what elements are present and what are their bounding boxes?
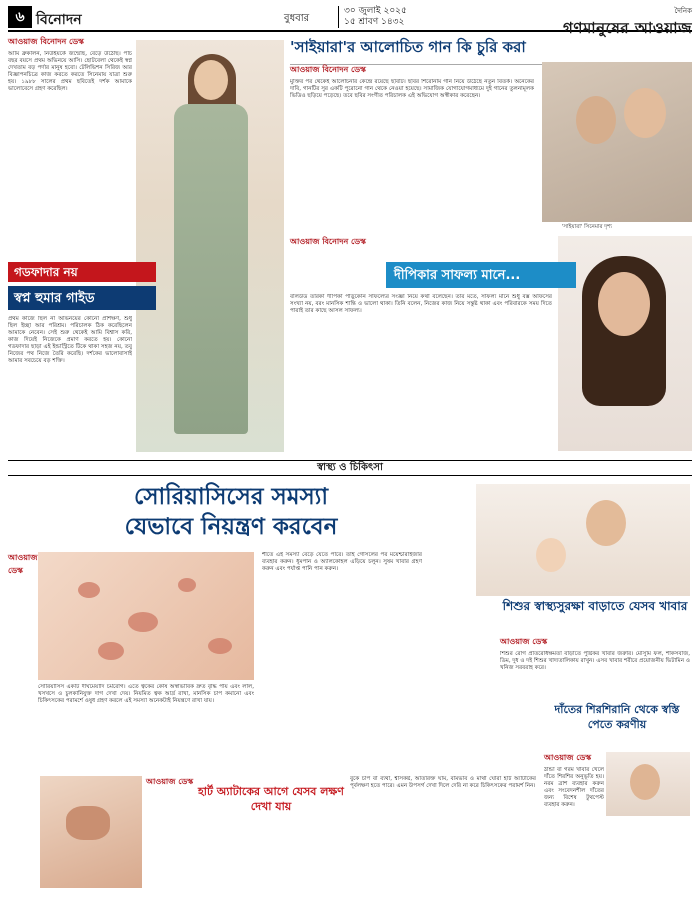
teeth-body: ঠান্ডা বা গরম খাবার খেলে দাঁতে শিরশির অনুভূতি হয়। নরম ব্রাশ ব্যবহার করুন এবং সংবেদনশীল দাঁতের জন্য বিশেষ টুথপেস্ট ব্যবহার করুন।	[544, 767, 604, 808]
kids-food-headline: শিশুর স্বাস্থ্যসুরক্ষা বাড়াতে যেসব খাবার	[502, 599, 688, 613]
actress-photo	[136, 40, 284, 452]
deepika-body: বলিউড তারকা দীপিকা পাড়ুকোন সাফল্যের সংজ্ঞা নিয়ে কথা বলেছেন। তার মতে, সাফল্য মানে শুধু বক্স অফিসের সংখ্যা নয়, বরং মানসিক শান্তি ও ভালো থাকা। তিনি বলেন, নিজের কাজ নিয়ে সন্তুষ্ট থাকা এবং পরিবারকে সময় দিতে পারাই তার কাছে আসল সাফল্য।	[290, 294, 552, 314]
issue-date-en: ৩০ জুলাই ২০২৫	[344, 6, 407, 16]
song-headline: 'সাইয়ারা'র আলোচিত গান কি চুরি করা	[290, 36, 692, 65]
left-body: প্রথম কাজে ছিল না অভিনয়ের কোনো প্রশিক্ষণ, শুধু ছিল ইচ্ছা আর পরিশ্রম। পরিচালক ঠিক করেছিলেন আমাকে নেবেন। সেই শুরু থেকেই আমি বিশ্বাস করি, কাজ দিয়েই নিজেকে প্রমাণ করতে হয়। কোনো গডফাদার ছাড়া এই ইন্ডাস্ট্রিতে টিকে থাকা সহজ নয়, তবু নিজের পথ নিজে তৈরি করেছি। দর্শকের ভালোবাসাই আমার সবচেয়ে বড় শক্তি।	[8, 316, 132, 364]
heart-body: বুকে চাপ বা ব্যথা, শ্বাসকষ্ট, অতিরিক্ত ঘাম, বমিভাব ও মাথা ঘোরা হার্ট অ্যাটাকের পূর্বলক্ষণ হতে পারে। এমন উপসর্গ দেখা দিলে দেরি না করে চিকিৎসকের পরামর্শ নিন।	[350, 776, 536, 789]
heart-byline: আওয়াজ ডেস্ক	[146, 777, 194, 786]
masthead-strip	[8, 4, 692, 37]
right-articles	[290, 36, 692, 456]
teeth-byline: আওয়াজ ডেস্ক	[544, 753, 592, 762]
issue-dates	[338, 6, 407, 28]
psoriasis-left-col	[8, 552, 36, 578]
left-intro: আমি ব্রুকলিন, নিউইয়র্কে জন্মেছি, বেড়ে উঠেছি। পাঁচ বছর বয়সে প্রথম অভিনয়ে আসি। ছোটবেলা থেকেই স্বপ্ন দেখতাম বড় পর্দার মানুষ হবো। টেলিভিশন সিরিজ আর বিজ্ঞাপনচিত্রে কাজ করতে করতে সিনেমায় যাত্রা শুরু হয়। ১৯৮৮ সালের প্রথম ছবিতেই দর্শক আমাকে ভালোবেসে গ্রহণ করেছিল।	[8, 51, 132, 92]
psoriasis-skin-photo	[38, 552, 254, 680]
psoriasis-body-2: শীতে এই সমস্যা বেড়ে যেতে পারে। তাই গোসলের পর ময়েশ্চারাইজার ব্যবহার করুন। ধূমপান ও অ্যালকোহল এড়িয়ে চলুন। সুষম খাবার গ্রহণ করুন এবং পর্যাপ্ত পানি পান করুন।	[262, 552, 422, 572]
teeth-article	[544, 752, 604, 907]
heart-article-left	[146, 776, 194, 789]
left-byline: আওয়াজ বিনোদন ডেস্ক	[8, 37, 84, 46]
psoriasis-headline-line-1: সোরিয়াসিসের সমস্যা	[133, 484, 328, 510]
psoriasis-headline-line-2: যেভাবে নিয়ন্ত্রণ করবেন	[124, 514, 338, 540]
heart-attack-headline: হার্ট অ্যাটাকের আগে যেসব লক্ষণ দেখা যায়	[198, 785, 344, 813]
psoriasis-byline: আওয়াজ ডেস্ক	[8, 553, 38, 575]
deepika-photo	[558, 236, 692, 451]
left-tag-1: গডফাদার নয়	[8, 262, 156, 282]
issue-day: বুধবার	[284, 13, 310, 24]
psoriasis-headline	[30, 482, 432, 542]
chest-pain-photo	[40, 776, 142, 888]
teeth-headline: দাঁতের শিরশিরানি থেকে স্বস্তি পেতে করণীয়	[554, 703, 680, 731]
left-article	[8, 36, 283, 456]
woman-teeth-photo	[606, 752, 690, 816]
mother-child-photo	[476, 484, 690, 596]
deepika-byline: আওয়াজ বিনোদন ডেস্ক	[290, 237, 366, 246]
kids-byline: আওয়াজ ডেস্ক	[500, 637, 548, 646]
section-name: বিনোদন	[36, 12, 82, 28]
psoriasis-body: সোরিয়াসিস একটি দীর্ঘমেয়াদি চর্মরোগ। এতে ত্বকের কোষ অস্বাভাবিক দ্রুত বৃদ্ধি পায় এবং লাল, খসখসে ও চুলকানিযুক্ত দাগ দেখা দেয়। নিয়মিত ত্বক আর্দ্র রাখা, মানসিক চাপ কমানো এবং চিকিৎসকের পরামর্শে ওষুধ গ্রহণ করলে এই সমস্যা অনেকটাই নিয়ন্ত্রণে রাখা যায়।	[38, 684, 254, 704]
health-section-band: স্বাস্থ্য ও চিকিৎসা	[8, 460, 692, 476]
song-photo-caption: 'সাইয়ারা' সিনেমার দৃশ্য	[561, 224, 612, 230]
deepika-headline: দীপিকার সাফল্য মানে...	[386, 262, 576, 288]
newspaper-title: গণমানুষের আওয়াজ	[563, 19, 692, 37]
page-number: ৬	[8, 6, 32, 28]
saiyaara-still-photo	[542, 62, 692, 222]
kids-body: শিশুর রোগ প্রতিরোধক্ষমতা বাড়াতে পুষ্টিকর খাবার জরুরি। মৌসুমি ফল, শাকসবজি, ডিম, দুধ ও দই শিশুর খাদ্যতালিকায় রাখুন। এসব খাবার শরীরে প্রয়োজনীয় ভিটামিন ও খনিজ সরবরাহ করে।	[500, 651, 690, 671]
newspaper-tag: দৈনিক	[674, 7, 692, 15]
song-body: মুক্তির পর থেকেই আলোচনার কেন্দ্রে রয়েছে ছবিটি। ছবির শিরোনাম গান নিয়ে উঠেছে নতুন বিতর্ক। অনেকের দাবি, গানটির সুর একটি পুরোনো গান থেকে নেওয়া হয়েছে। সামাজিক যোগাযোগমাধ্যমে দুই গানের তুলনামূলক ভিডিও ছড়িয়ে পড়েছে। তবে ছবির সংগীত পরিচালক এই অভিযোগ অস্বীকার করেছেন।	[290, 79, 534, 99]
left-tag-2: স্বপ্ন হুমার গাইড	[8, 286, 156, 310]
kids-article	[500, 636, 690, 709]
song-byline: আওয়াজ বিনোদন ডেস্ক	[290, 65, 366, 74]
issue-date-bn: ১৫ শ্রাবণ ১৪৩২	[344, 17, 405, 27]
